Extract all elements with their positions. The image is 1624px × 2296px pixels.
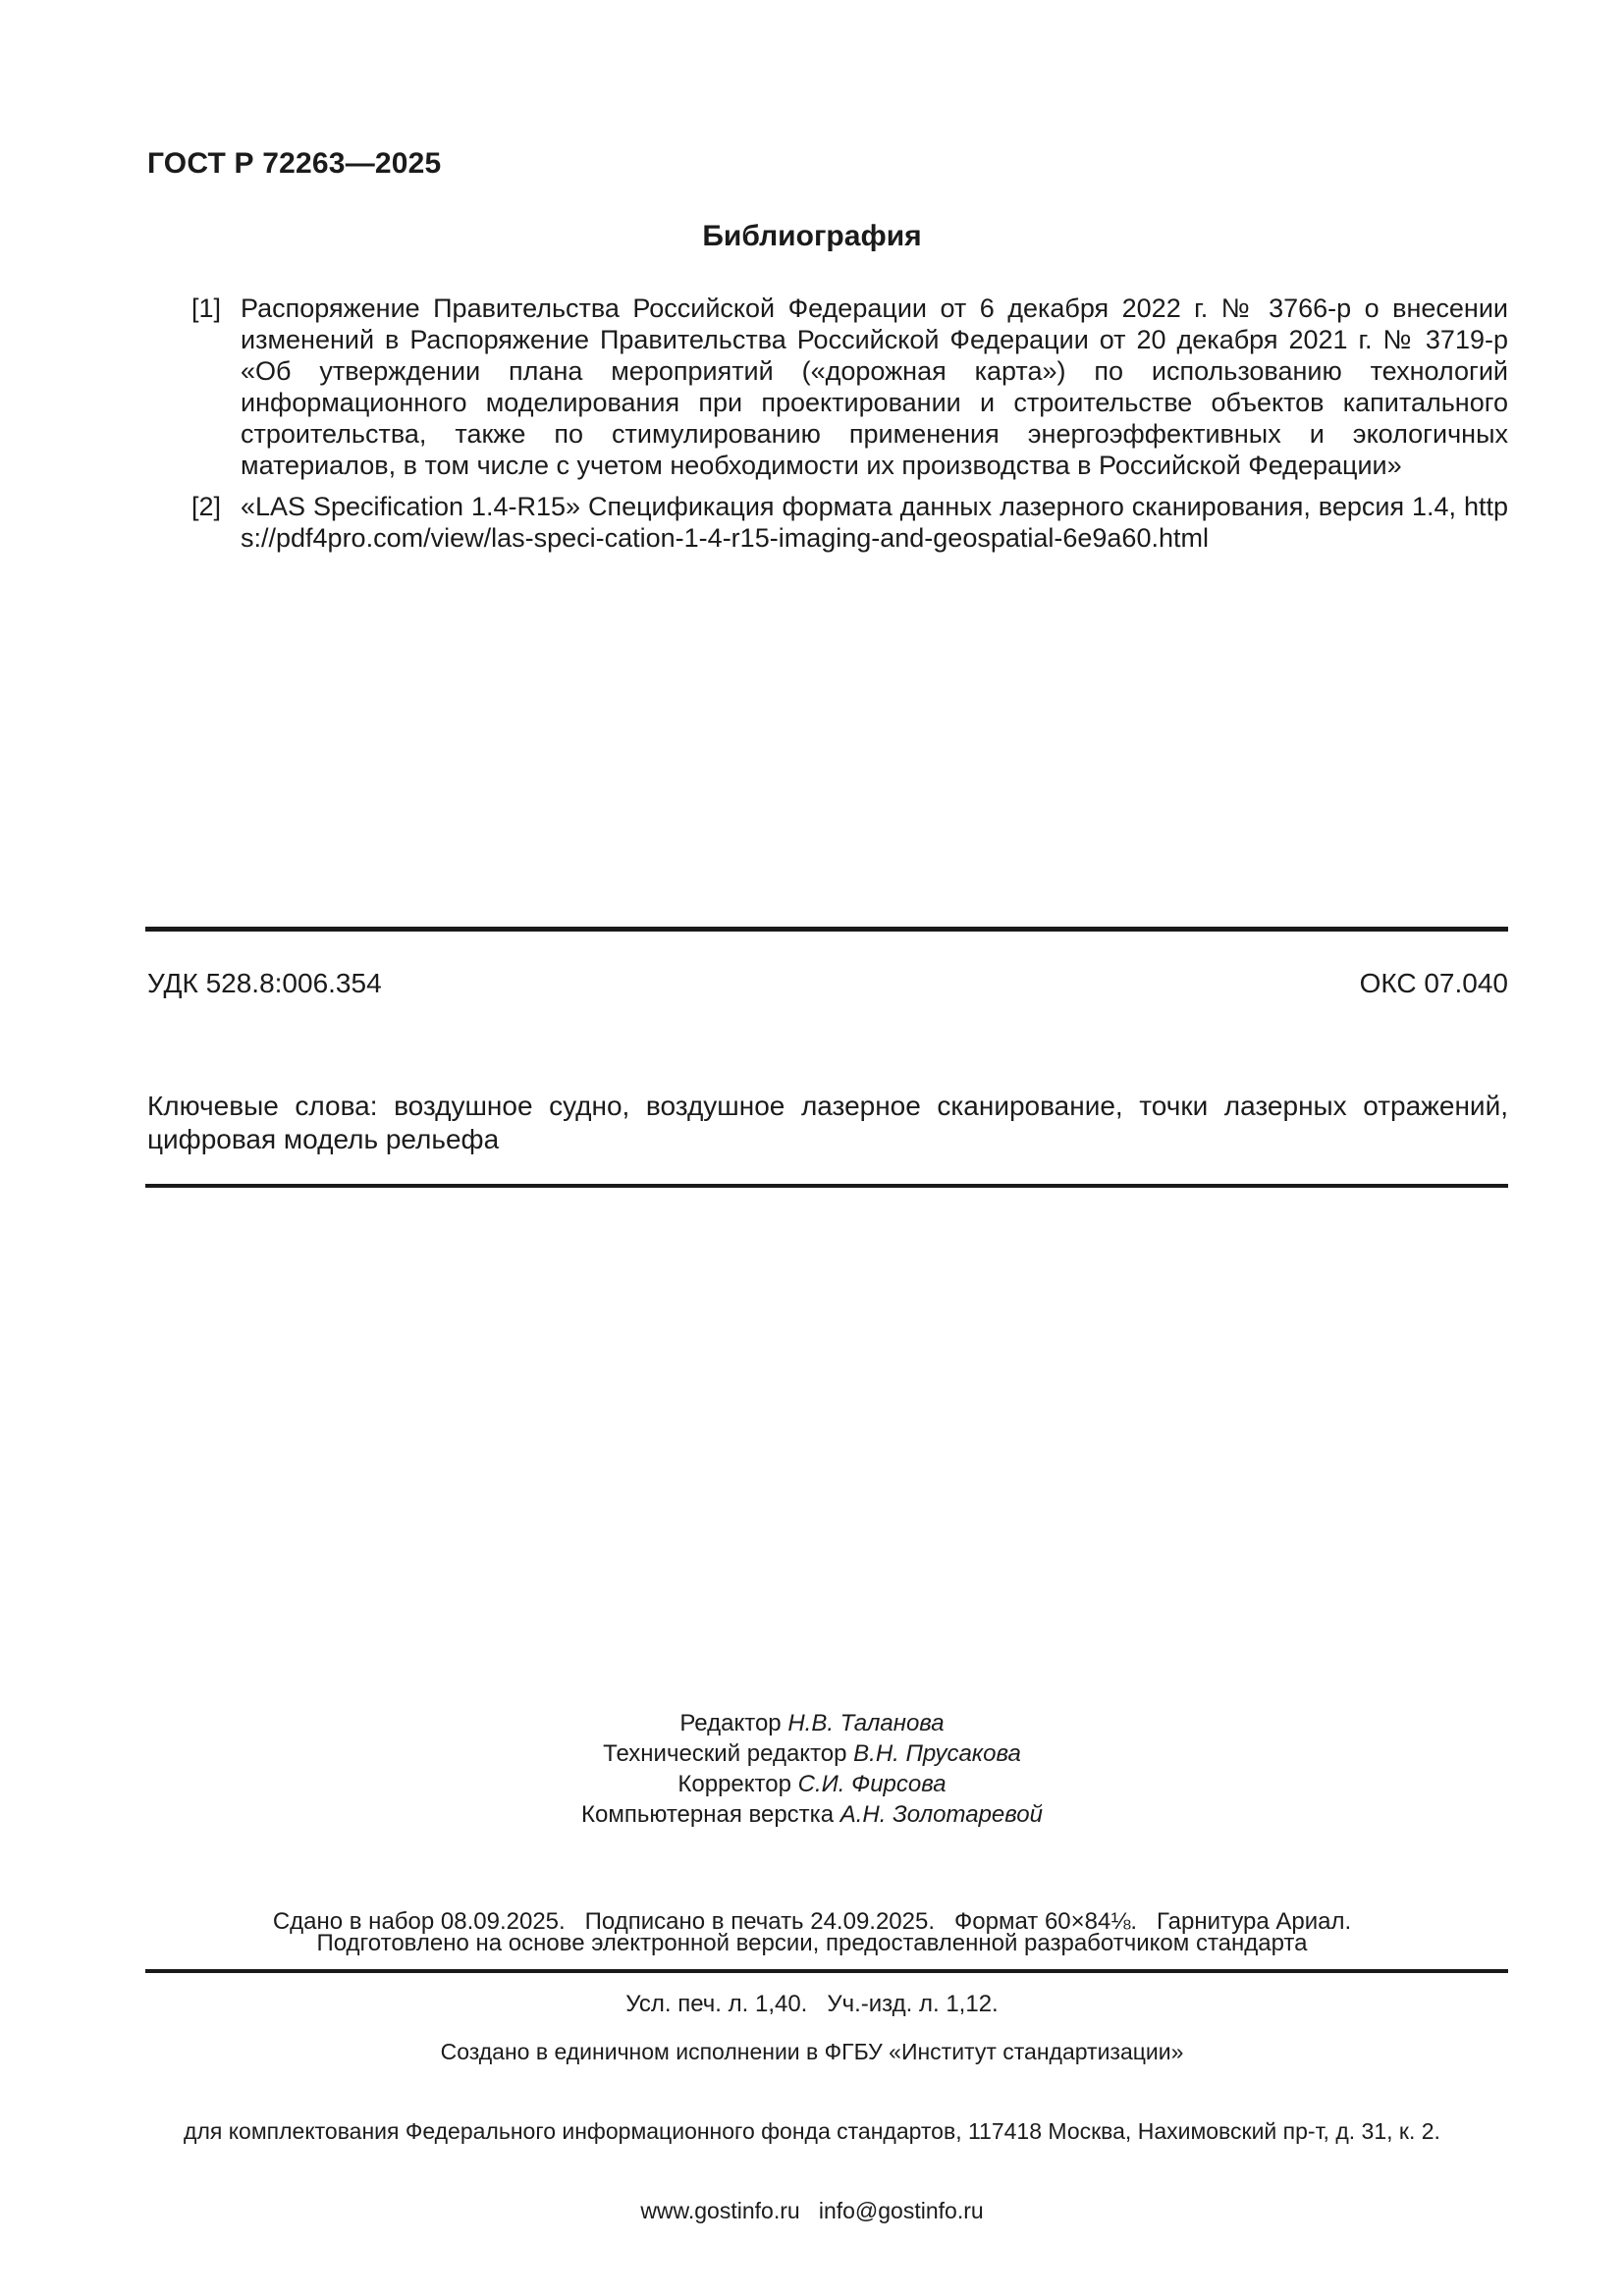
separator-rule-keywords <box>145 1184 1508 1188</box>
bibliography-entry-label: [2] <box>191 492 222 521</box>
footer-org-line: Создано в единичном исполнении в ФГБУ «Институт стандартизации» <box>440 2039 1184 2064</box>
credit-row-layout <box>0 1799 1624 1830</box>
keywords-paragraph: Ключевые слова: воздушное судно, воздушное лазерное сканирование, точки лазерных отражений, цифровая модель рельефа <box>147 1091 1508 1154</box>
credits-block <box>0 1708 1624 1830</box>
separator-rule-top <box>145 927 1508 932</box>
section-title: Библиография <box>702 220 922 252</box>
footer-contacts-line: www.gostinfo.ru info@gostinfo.ru <box>640 2198 984 2223</box>
bibliography-entry-text-part: «LAS Specification 1.4-R15» Спецификация формата данных лазерного сканирования, версия 1.4, <box>241 492 1464 521</box>
doc-code: ГОСТ Р 72263—2025 <box>147 147 442 180</box>
bibliography-entry-text <box>241 491 1508 554</box>
footer-block <box>0 1986 1624 2277</box>
classification-row <box>147 968 1508 999</box>
credit-row-technical-editor <box>0 1738 1624 1769</box>
credit-role: Компьютерная верстка <box>581 1801 840 1828</box>
bibliography-entry-text: Распоряжение Правительства Российской Федерации от 6 декабря 2022 г. № 3766-р о внесении изменений в Распоряжение Правительства Российской Федерации от 20 декабря 2021 г. № 3719-р «Об утверждении плана мероприятий («дорожная карта») по использованию технологий информационного моделирования при проектировании и строительстве объектов капитального строительства, также по стимулированию применения энергоэффективных и экологичных материалов, в том числе с учетом необходимости их производства в Российской Федерации» <box>241 294 1508 480</box>
credit-name: Н.В. Таланова <box>787 1710 945 1736</box>
credit-role: Технический редактор <box>603 1740 854 1767</box>
credit-name: В.Н. Прусакова <box>853 1740 1021 1767</box>
bibliography-entry-url: https://pdf4pro.com/view/las-speci-cation-1-4-r15-imaging-and-geospatial-6e9a60.html <box>241 492 1508 553</box>
separator-rule-footer <box>145 1969 1508 1973</box>
credit-role: Редактор <box>679 1710 788 1736</box>
bibliography-entry-label: [1] <box>191 294 222 323</box>
credit-role: Корректор <box>677 1771 798 1797</box>
prepared-note: Подготовлено на основе электронной версии, предоставленной разработчиком стандарта <box>316 1930 1308 1956</box>
bibliography-entry-2 <box>147 491 1508 554</box>
credit-row-editor <box>0 1708 1624 1738</box>
credit-name: С.И. Фирсова <box>797 1771 947 1797</box>
udk-code: УДК 528.8:006.354 <box>147 968 382 998</box>
imprint-line-1: Сдано в набор 08.09.2025. Подписано в печать 24.09.2025. Формат 60×84⅛. Гарнитура Ариал. <box>272 1908 1352 1935</box>
credit-name: А.Н. Золотаревой <box>839 1801 1043 1828</box>
bibliography-entry-1 <box>147 293 1508 481</box>
credit-row-corrector <box>0 1769 1624 1799</box>
footer-address-line: для комплектования Федерального информационного фонда стандартов, 117418 Москва, Нахимовский пр-т, д. 31, к. 2. <box>184 2118 1440 2144</box>
bibliography-list <box>147 293 1508 554</box>
oks-code: ОКС 07.040 <box>1359 968 1508 998</box>
imprint-line-2: Усл. печ. л. 1,40. Уч.-изд. л. 1,12. <box>625 1991 999 2017</box>
